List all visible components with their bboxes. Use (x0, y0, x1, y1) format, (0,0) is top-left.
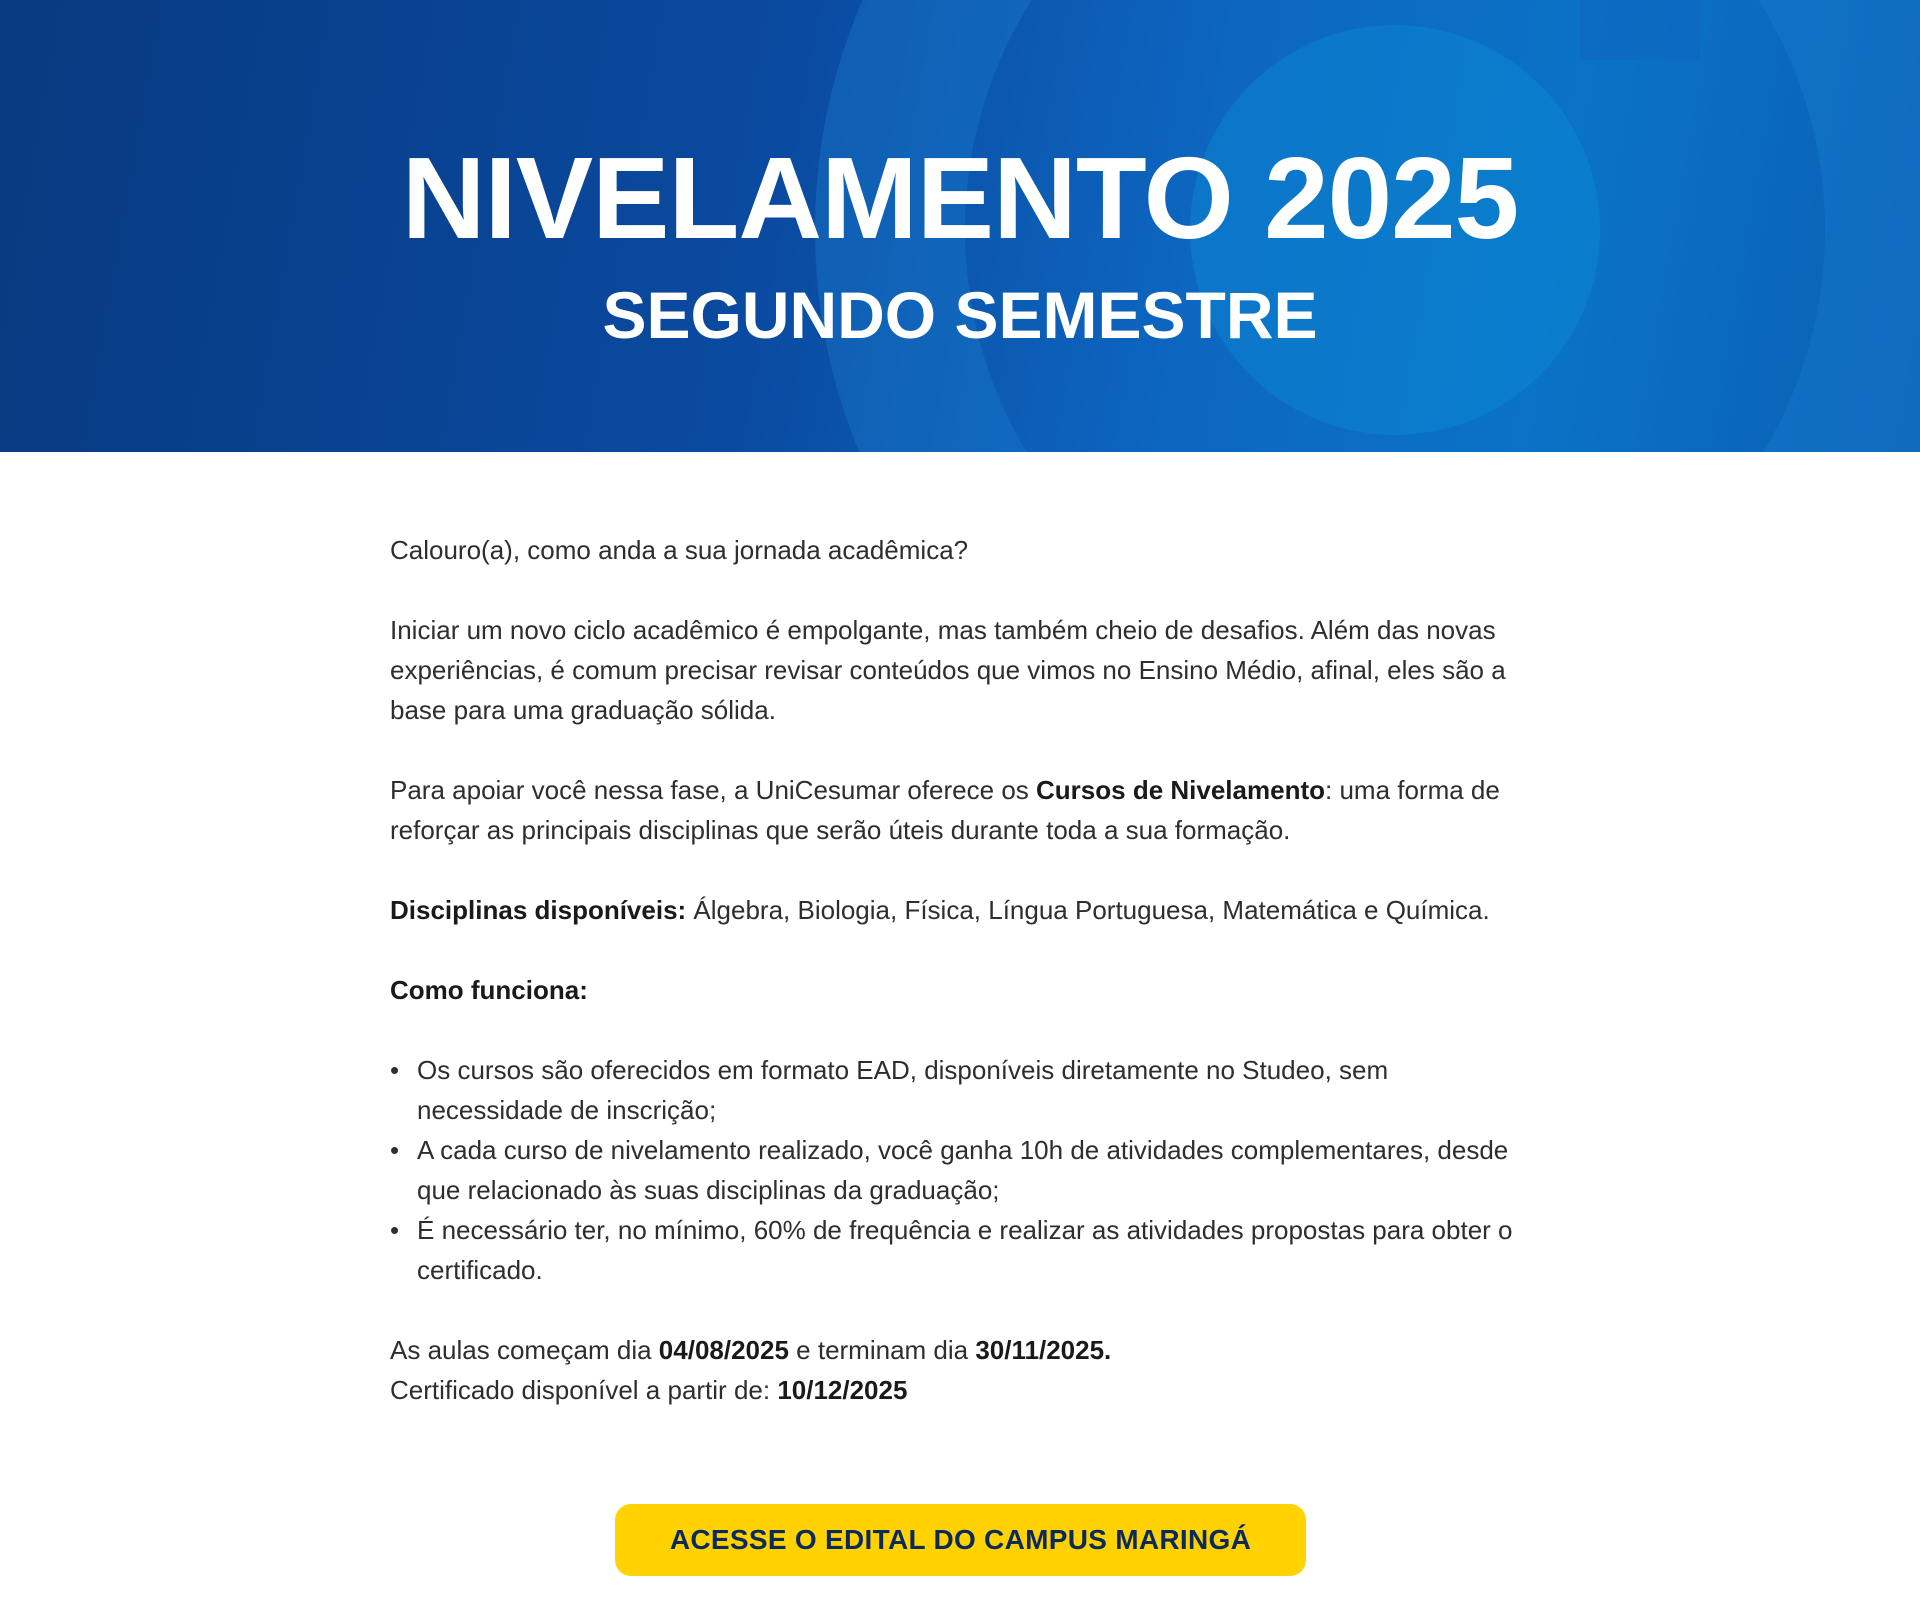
disciplines-list: Álgebra, Biologia, Física, Língua Portuguesa, Matemática e Química. (686, 895, 1490, 925)
list-item-text: É necessário ter, no mínimo, 60% de frequência e realizar as atividades propostas para obter o certificado. (417, 1215, 1513, 1285)
list-item-text: Os cursos são oferecidos em formato EAD, disponíveis diretamente no Studeo, sem necessidade de inscrição; (417, 1055, 1389, 1125)
bullet-icon: • (390, 1135, 400, 1165)
list-item (390, 1050, 1540, 1130)
disciplines-label: Disciplinas disponíveis: (390, 895, 687, 925)
campus-edital-button[interactable] (615, 1504, 1306, 1576)
dates-paragraph (390, 1330, 1540, 1410)
list-item-text: A cada curso de nivelamento realizado, você ganha 10h de atividades complementares, desde que relacionado às suas disciplinas da graduação; (417, 1135, 1509, 1205)
certificate-date: 10/12/2025 (777, 1375, 908, 1405)
offer-course-name: Cursos de Nivelamento (1036, 775, 1325, 805)
bullet-icon: • (390, 1215, 400, 1245)
offer-paragraph (390, 770, 1540, 850)
list-item (390, 1130, 1540, 1210)
page-title: NIVELAMENTO 2025 (401, 133, 1519, 263)
end-date: 30/11/2025. (975, 1335, 1112, 1365)
intro-paragraph: Iniciar um novo ciclo acadêmico é empolgante, mas também cheio de desafios. Além das novas experiências, é comum precisar revisar conteúdos que vimos no Ensino Médio, afinal, eles são a base para uma graduação sólida. (390, 615, 1506, 725)
page-subtitle: SEGUNDO SEMESTRE (602, 278, 1318, 352)
how-it-works-heading (390, 970, 1540, 1010)
bullet-icon: • (390, 1055, 400, 1085)
greeting-text: Calouro(a), como anda a sua jornada acadêmica? (390, 535, 969, 565)
certificate-date-prefix: Certificado disponível a partir de: (390, 1375, 778, 1405)
list-item (390, 1210, 1540, 1290)
cta-label-campus: CAMPUS MARINGÁ (984, 1524, 1252, 1555)
how-it-works-heading-text: Como funciona: (390, 975, 588, 1005)
header-banner (0, 0, 1920, 452)
end-date-prefix: e terminam dia (788, 1335, 976, 1365)
offer-text-prefix: Para apoiar você nessa fase, a UniCesumar oferece os (390, 775, 1037, 805)
cta-label: ACESSE O EDITAL DO (669, 1524, 977, 1555)
how-it-works-list (390, 1050, 1540, 1290)
offer-text-suffix: : uma forma de reforçar as principais disciplinas que serão úteis durante toda a sua formação. (390, 775, 1500, 845)
start-date-prefix: As aulas começam dia (390, 1335, 659, 1365)
article-body (390, 530, 1540, 1450)
disciplines-paragraph (390, 890, 1540, 930)
start-date: 04/08/2025 (658, 1335, 789, 1365)
